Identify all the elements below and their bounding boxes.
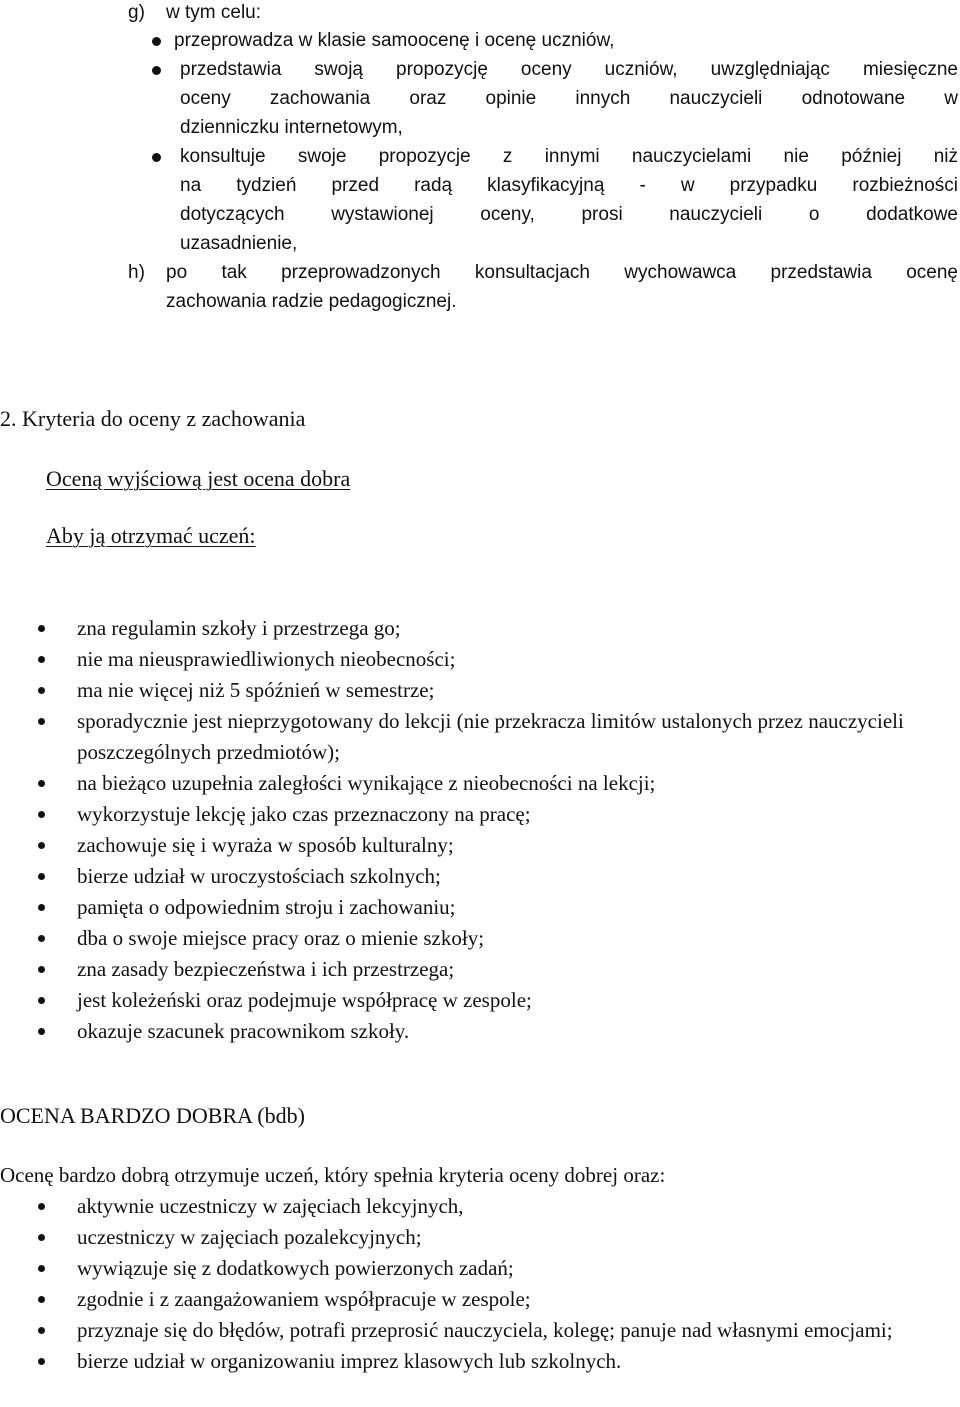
list-item xyxy=(0,1315,960,1346)
criteria-list-very-good xyxy=(0,1191,960,1377)
list-item-continuation: dzienniczku internetowym, xyxy=(180,117,403,138)
list-item-continuation: uzasadnienie, xyxy=(180,233,298,254)
bullet-icon xyxy=(38,1296,45,1303)
list-item xyxy=(0,768,960,799)
list-item-text: ma nie więcej niż 5 spóźnień w semestrze; xyxy=(77,678,435,702)
list-item-text: dba o swoje miejsce pracy oraz o mienie szkoły; xyxy=(77,926,485,950)
list-item xyxy=(0,675,960,706)
list-item xyxy=(0,954,960,985)
list-item xyxy=(0,985,960,1016)
bullet-icon xyxy=(38,656,45,663)
list-item xyxy=(0,799,960,830)
bullet-icon xyxy=(38,1234,45,1241)
list-item xyxy=(0,613,960,644)
list-item-text: zna zasady bezpieczeństwa i ich przestrzega; xyxy=(77,957,455,981)
list-item xyxy=(0,1284,960,1315)
list-item-continuation: oceny zachowania oraz opinie innych nauczycieli odnotowane w xyxy=(180,88,958,109)
list-item xyxy=(0,861,960,892)
bullet-icon xyxy=(38,625,45,632)
section-h-text-continuation: zachowania radzie pedagogicznej. xyxy=(166,291,457,312)
section-g-intro: w tym celu: xyxy=(166,2,262,23)
list-item-text: przyznaje się do błędów, potrafi przeprosić nauczyciela, kolegę; panuje nad własnymi emocjami; xyxy=(77,1318,893,1342)
criteria-list-good xyxy=(0,613,960,1047)
bullet-icon xyxy=(38,718,45,725)
list-item xyxy=(0,1222,960,1253)
list-item-text: jest koleżeński oraz podejmuje współpracę w zespole; xyxy=(77,988,532,1012)
bullet-icon xyxy=(38,904,45,911)
list-item xyxy=(0,1016,960,1047)
list-item xyxy=(0,644,960,675)
list-item: przeprowadza w klasie samoocenę i ocenę uczniów, xyxy=(174,30,615,51)
section-heading: OCENA BARDZO DOBRA (bdb) xyxy=(0,1103,305,1128)
list-item-text: nie ma nieusprawiedliwionych nieobecności; xyxy=(77,647,456,671)
bullet-icon xyxy=(38,1028,45,1035)
bullet-icon xyxy=(152,153,161,162)
list-item-continuation: dotyczących wystawionej oceny, prosi nauczycieli o dodatkowe xyxy=(180,204,958,225)
bullet-icon xyxy=(38,811,45,818)
list-item-text: wykorzystuje lekcję jako czas przeznaczony na pracę; xyxy=(77,802,531,826)
section-heading: 2. Kryteria do oceny z zachowania xyxy=(0,406,306,431)
item-label-g: g) xyxy=(128,2,145,23)
list-item xyxy=(0,923,960,954)
list-item-text: bierze udział w organizowaniu imprez klasowych lub szkolnych. xyxy=(77,1349,622,1373)
bullet-icon xyxy=(38,966,45,973)
list-item-continuation: na tydzień przed radą klasyfikacyjną - w przypadku rozbieżności xyxy=(180,175,958,196)
list-item-text: na bieżąco uzupełnia zaległości wynikające z nieobecności na lekcji; xyxy=(77,771,656,795)
list-item-text: okazuje szacunek pracownikom szkoły. xyxy=(77,1019,410,1043)
bullet-icon xyxy=(152,37,161,46)
list-item xyxy=(0,706,960,768)
bullet-icon xyxy=(38,873,45,880)
list-item-text: uczestniczy w zajęciach pozalekcyjnych; xyxy=(77,1225,422,1249)
list-item-text: zgodnie i z zaangażowaniem współpracuje w zespole; xyxy=(77,1287,531,1311)
list-item-text: aktywnie uczestniczy w zajęciach lekcyjnych, xyxy=(77,1194,464,1218)
bullet-icon xyxy=(38,935,45,942)
list-item xyxy=(0,1346,960,1377)
list-item xyxy=(0,1253,960,1284)
bullet-icon xyxy=(38,1358,45,1365)
list-item xyxy=(0,1191,960,1222)
bullet-icon xyxy=(38,780,45,787)
bullet-icon xyxy=(38,1203,45,1210)
list-item-text: zachowuje się i wyraża w sposób kulturalny; xyxy=(77,833,454,857)
subheading-base-grade: Oceną wyjściową jest ocena dobra xyxy=(46,466,351,491)
item-label-h: h) xyxy=(128,262,145,283)
list-item: konsultuje swoje propozycje z innymi nauczycielami nie później niż xyxy=(180,146,958,167)
subheading-requirements: Aby ją otrzymać uczeń: xyxy=(46,523,256,548)
bullet-icon xyxy=(38,997,45,1004)
bullet-icon xyxy=(38,842,45,849)
bullet-icon xyxy=(38,1327,45,1334)
list-item xyxy=(0,830,960,861)
section-h-text: po tak przeprowadzonych konsultacjach wychowawca przedstawia ocenę xyxy=(166,262,958,283)
list-item-text: pamięta o odpowiednim stroju i zachowaniu; xyxy=(77,895,456,919)
list-item-text: sporadycznie jest nieprzygotowany do lekcji (nie przekracza limitów ustalonych przez nauczycieli poszczególnych przedmiotów); xyxy=(77,709,904,764)
list-item-text: zna regulamin szkoły i przestrzega go; xyxy=(77,616,401,640)
list-item-text: bierze udział w uroczystościach szkolnych; xyxy=(77,864,441,888)
list-item xyxy=(0,892,960,923)
section-intro: Ocenę bardzo dobrą otrzymuje uczeń, który spełnia kryteria oceny dobrej oraz: xyxy=(0,1163,666,1187)
list-item: przedstawia swoją propozycję oceny uczniów, uwzględniając miesięczne xyxy=(180,59,958,80)
bullet-icon xyxy=(38,1265,45,1272)
bullet-icon xyxy=(152,66,161,75)
bullet-icon xyxy=(38,687,45,694)
list-item-text: wywiązuje się z dodatkowych powierzonych zadań; xyxy=(77,1256,514,1280)
